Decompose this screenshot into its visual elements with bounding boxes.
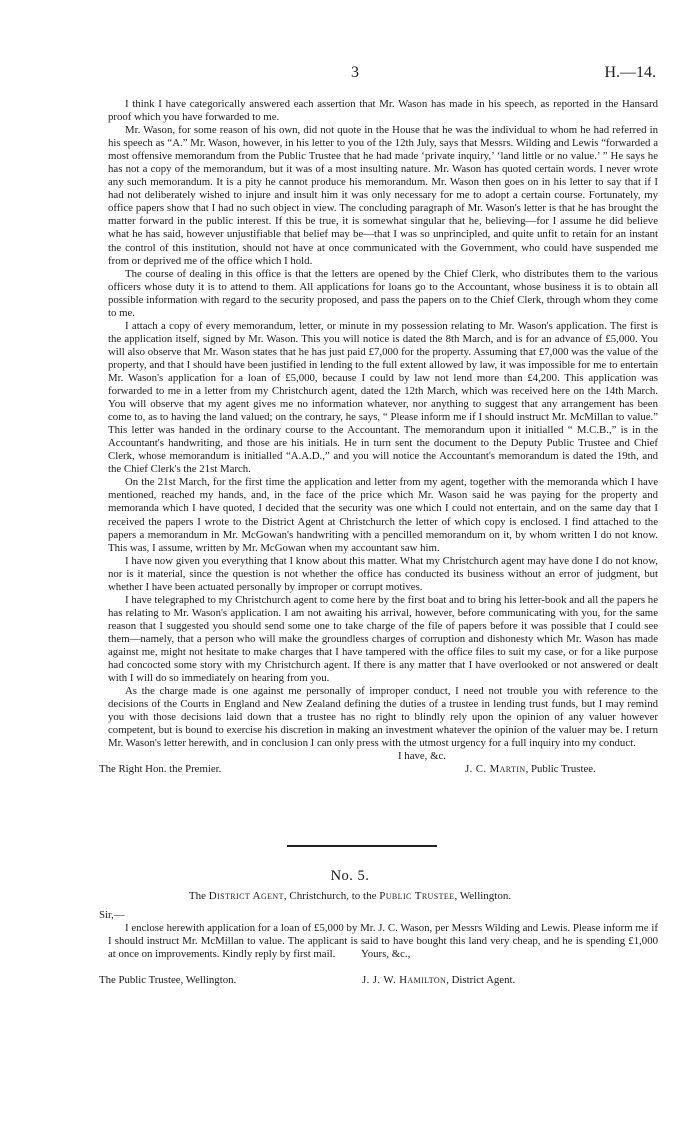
body-paragraph: I attach a copy of every memorandum, letter, or minute in my possession relating to Mr. Wason's application. The first is the application itself, signed by Mr. Wason. This you will notice is dated the 8th March, and is for an advance of £5,000. You will also observe that Mr. Wason states that he has just paid £7,000 for the property. Assuming that £7,000 was the value of the property, and that I should have been justified in lending to the full extent allowed by law, it was impossible for me to entertain Mr. Wason's application for a loan of £5,000, because I could by law not lend more than £4,200. This application was forwarded to me in a letter from my Christchurch agent, dated the 12th March, which was received here on the 14th March. You will observe that my agent gives me no information whatever, nor anything to suggest that any arrangement has been come to, as to having the land valued; on the contrary, he says, “ Please inform me if I should instruct Mr. McMillan to value.” This letter was handed in the ordinary course to the Accountant. The memorandum upon it initialled “ M.C.B.,” is in the Accountant's handwriting, and those are his initials. He in turn sent the document to the Deputy Public Trustee and Chief Clerk, whose memorandum is initialled “A.A.D.,” and you will notice the Accountant's memorandum is dated the 19th, and the Chief Clerk's the 21st March.	[108, 319, 658, 476]
body-paragraph: On the 21st March, for the first time the application and letter from my agent, together with the memoranda which I have mentioned, reached my hands, and, in the face of the price which Mr. Wason said he was paying for the property and memoranda which I have quoted, I decided that the security was one which I could not entertain, and on the same day that I received the papers I wrote to the District Agent at Christchurch the letter of which copy is enclosed. I find attached to the papers a memorandum in Mr. McGowan's handwriting with a pencilled memorandum on it, by whom written I do not know. This was, I assume, written by Mr. McGowan when my accountant saw him.	[108, 476, 658, 554]
complimentary-close: I have, &c.	[398, 750, 446, 763]
signature-title: , Public Trustee.	[525, 763, 596, 776]
signature-row	[99, 974, 658, 987]
signature-name: J. J. W. Hamilton	[362, 974, 447, 987]
body-paragraph: Mr. Wason, for some reason of his own, did not quote in the House that he was the individual to whom he had referred in his speech as “A.” Mr. Wason, however, in his letter to you of the 12th July, says that Messrs. Wilding and Lewis “forwarded a most offensive memorandum from the Public Trustee that he had made ‘private inquiry,’ ‘land little or no value.’ ” He says he has not a copy of the memorandum, but it was of a most insulting nature. Mr. Wason has quoted certain words. I never wrote any such memorandum. It is a pity he cannot produce his memorandum. Mr. Wason then goes on in his letter to say that if I had not deliberately wished to injure and insult him it was only necessary for me to adopt a certain course. Fortunately, my office papers show that I had no such object in view. The concluding paragraph of Mr. Wason's letter is that he has brought the matter forward in the public interest. If this be true, it is somewhat singular that he, believing—for I assume he did believe what he has said, however unjustifiable that belief may be—that I was so unprincipled, and quite unfit to retain for an instant the control of this institution, should not have at once communicated with the Government, who could have suspended me from or deprived me of the office which I hold.	[108, 124, 658, 267]
section-divider	[287, 845, 437, 847]
complimentary-close: Yours, &c.,	[361, 948, 411, 961]
body-paragraph: The course of dealing in this office is that the letters are opened by the Chief Clerk, who distributes them to the various officers whose duty it is to attend to them. All applications for loans go to the Accountant, whose business it is to obtain all possible information with regard to the security proposed, and pass the papers on to the Chief Clerk, through whom they come to me.	[108, 267, 658, 319]
letter-body-paragraph: I enclose herewith application for a loan of £5,000 by Mr. J. C. Wason, per Messrs Wilding and Lewis. Please inform me if I should instruct Mr. McMillan to value. The applicant is said to have bought this land very cheap, and he is spending £1,000 at once on improvements. Kindly reply by first mail.	[108, 922, 658, 961]
letter-no5	[99, 909, 658, 987]
from-place: , Christchurch, to the	[283, 890, 380, 902]
body-paragraph: As the charge made is one against me personally of improper conduct, I need not trouble you with reference to the decisions of the Courts in England and New Zealand defining the duties of a trustee in lending trust funds, but I may remind you with those decisions laid down that a trustee has no right to blindly rely upon the opinion of any valuer however competent, but is bound to exercise his discretion in making an investment whatever the opinion of the valuer may be. I return Mr. Wason's letter herewith, and in conclusion I can only press with the utmost urgency for a full inquiry into my conduct.	[108, 685, 658, 750]
to-organisation: Public Trustee	[379, 890, 455, 902]
signature-title: , District Agent.	[446, 974, 516, 987]
body-paragraph: I think I have categorically answered each assertion that Mr. Wason has made in his speech, as reported in the Hansard proof which you have forwarded to me.	[108, 98, 658, 124]
body-paragraph: I have now given you everything that I know about this matter. What my Christchurch agent may have done I do not know, nor is it material, since the question is not whether the office has conducted its business without an error of judgment, but whether I have been actuated personally by improper or corrupt motives.	[108, 554, 658, 593]
salutation: Sir,—	[99, 909, 125, 921]
section-number: No. 5.	[330, 868, 370, 884]
signature-row	[99, 763, 658, 776]
from-organisation: District Agent	[208, 890, 284, 902]
closing-row	[108, 948, 658, 961]
signature	[465, 763, 596, 776]
addressee: The Right Hon. the Premier.	[99, 763, 222, 776]
to-place: , Wellington.	[454, 890, 512, 902]
signature	[362, 974, 515, 987]
addressee: The Public Trustee, Wellington.	[99, 974, 237, 987]
section-heading: The District Agent, Christchurch, to the Public Trustee, Wellington.	[188, 890, 512, 902]
closing-row	[108, 750, 658, 763]
body-paragraph: I have telegraphed to my Christchurch agent to come here by the first boat and to bring his letter-book and all the papers he has relating to Mr. Wason's application. I am not awaiting his arrival, however, before communicating with you, for the same reason that I suggested you should send some one to take charge of the file of papers before it was possible that I could see them—namely, that a person who will make the groundless charges of corruption and dishonesty which Mr. Wason has made against me, might not hesitate to make charges that I have tampered with the office files to suit my case, or for a like purpose had concocted some story with my Christchurch agent. If there is any matter that I have overlooked or not answered or dealt with I will do so immediately on hearing from you.	[108, 593, 658, 685]
letter-body	[99, 98, 658, 776]
signature-name: J. C. Martin	[465, 763, 526, 776]
page-number: 3	[351, 64, 359, 81]
document-reference: H.—14.	[604, 64, 656, 81]
